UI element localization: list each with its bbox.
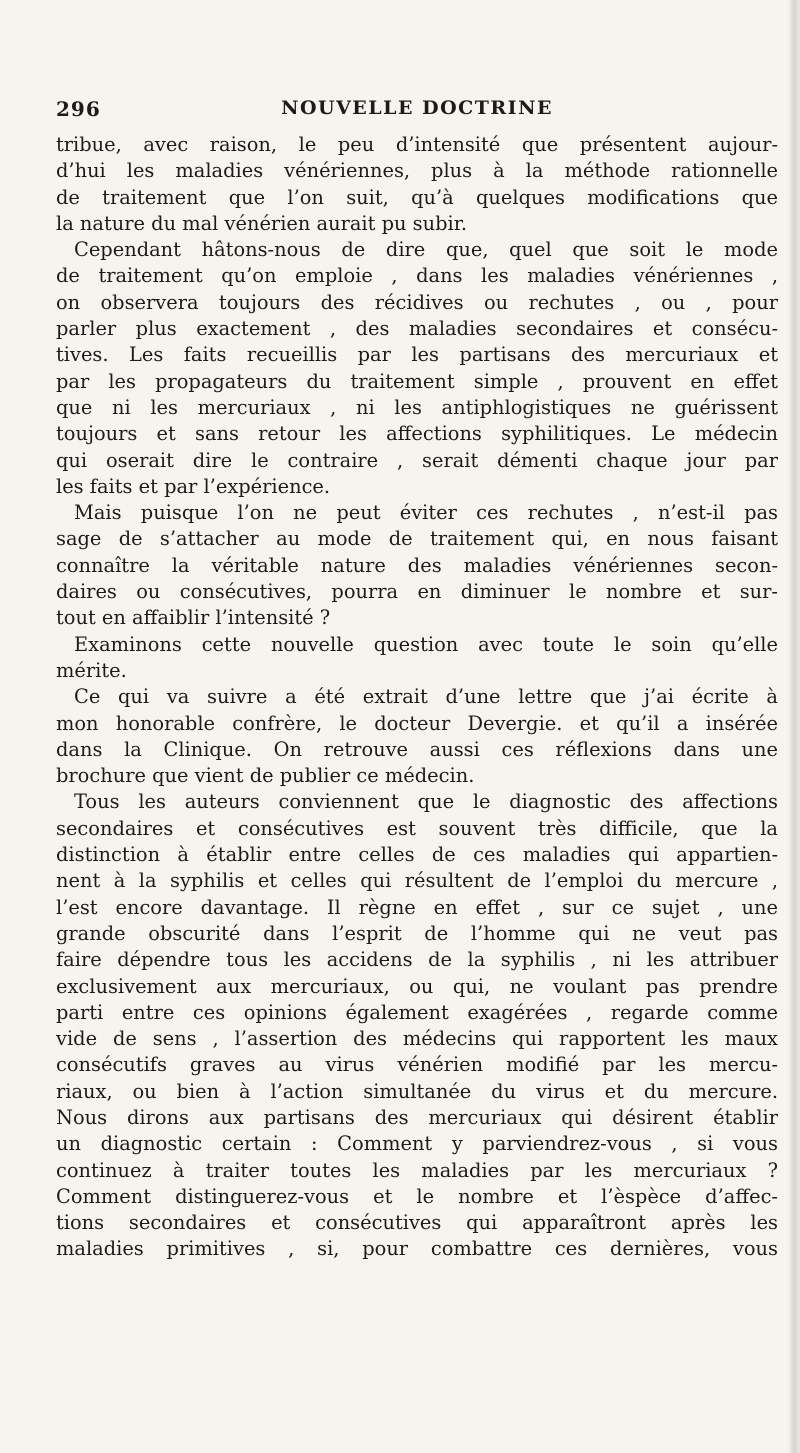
text-line: de traitement que l’on suit, qu’à quelques modifications que	[56, 185, 778, 209]
text-line: la nature du mal vénérien aurait pu subir.	[56, 211, 467, 235]
text-line: de traitement qu’on emploie , dans les maladies vénériennes ,	[56, 264, 778, 288]
text-line: sage de s’attacher au mode de traitement qui, en nous faisant	[56, 527, 778, 551]
page-header	[56, 0, 778, 128]
text-line: parti entre ces opinions également exagérées , regarde comme	[56, 1000, 778, 1024]
text-line: tout en affaiblir l’intensité ?	[56, 606, 331, 630]
text-line: brochure que vient de publier ce médecin.	[56, 764, 475, 788]
text-line: toujours et sans retour les affections syphilitiques. Le médecin	[56, 422, 778, 446]
text-line: secondaires et consécutives est souvent très difficile, que la	[56, 816, 778, 840]
page-number: 296	[56, 97, 101, 121]
text-line: parler plus exactement , des maladies secondaires et consécu-	[56, 317, 778, 341]
text-line: tions secondaires et consécutives qui apparaîtront après les	[56, 1211, 778, 1235]
body-text	[56, 132, 778, 1263]
text-line: par les propagateurs du traitement simple , prouvent en effet	[56, 369, 778, 393]
text-line: vide de sens , l’assertion des médecins qui rapportent les maux	[56, 1027, 778, 1051]
text-line: maladies primitives , si, pour combattre ces dernières, vous	[56, 1237, 778, 1261]
text-line: Cependant hâtons-nous de dire que, quel que soit le mode	[74, 238, 778, 262]
text-line: mon honorable confrère, le docteur Devergie. et qu’il a insérée	[56, 711, 778, 735]
running-title: NOUVELLE DOCTRINE	[281, 97, 553, 119]
text-line: un diagnostic certain : Comment y parviendrez-vous , si vous	[56, 1132, 778, 1156]
text-line: riaux, ou bien à l’action simultanée du virus et du mercure.	[56, 1079, 778, 1103]
text-line: tribue, avec raison, le peu d’intensité que présentent aujour-	[56, 133, 778, 156]
text-line: Ce qui va suivre a été extrait d’une lettre que j’ai écrite à	[74, 685, 778, 709]
text-line: exclusivement aux mercuriaux, ou qui, ne voulant pas prendre	[56, 974, 778, 998]
text-line: grande obscurité dans l’esprit de l’homme qui ne veut pas	[56, 921, 778, 945]
text-line: Nous dirons aux partisans des mercuriaux qui désirent établir	[56, 1105, 778, 1129]
text-line: Comment distinguerez-vous et le nombre et l’èspèce d’affec-	[56, 1184, 778, 1208]
text-line: qui oserait dire le contraire , serait démenti chaque jour par	[56, 448, 778, 472]
text-line: Examinons cette nouvelle question avec toute le soin qu’elle	[74, 632, 778, 656]
text-line: continuez à traiter toutes les maladies par les mercuriaux ?	[56, 1158, 778, 1182]
text-line: on observera toujours des récidives ou rechutes , ou , pour	[56, 290, 778, 314]
text-line: Tous les auteurs conviennent que le diagnostic des affections	[74, 790, 778, 814]
text-line: que ni les mercuriaux , ni les antiphlogistiques ne guérissent	[56, 395, 778, 419]
text-line: distinction à établir entre celles de ces maladies qui appartien-	[56, 843, 778, 867]
text-line: tives. Les faits recueillis par les partisans des mercuriaux et	[56, 343, 778, 367]
text-line: d’hui les maladies vénériennes, plus à la méthode rationnelle	[56, 159, 778, 183]
text-line: consécutifs graves au virus vénérien modifié par les mercu-	[56, 1053, 778, 1077]
book-page	[56, 0, 778, 1453]
text-line: nent à la syphilis et celles qui résultent de l’emploi du mercure ,	[56, 869, 778, 893]
text-line: les faits et par l’expérience.	[56, 474, 331, 498]
text-line: mérite.	[56, 658, 127, 682]
text-line: faire dépendre tous les accidens de la syphilis , ni les attribuer	[56, 948, 778, 972]
page-edge-shadow	[788, 0, 800, 1453]
text-line: daires ou consécutives, pourra en diminuer le nombre et sur-	[56, 580, 778, 604]
text-line: dans la Clinique. On retrouve aussi ces réflexions dans une	[56, 737, 778, 761]
text-line: connaître la véritable nature des maladies vénériennes secon-	[56, 553, 778, 577]
text-line: Mais puisque l’on ne peut éviter ces rechutes , n’est-il pas	[74, 501, 778, 525]
text-line: l’est encore davantage. Il règne en effet , sur ce sujet , une	[56, 895, 778, 919]
